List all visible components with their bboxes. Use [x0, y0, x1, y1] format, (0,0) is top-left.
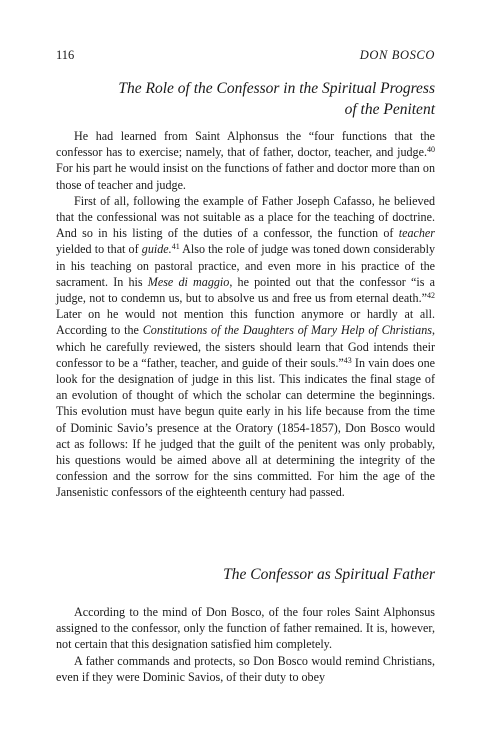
footnote-ref-42: 42	[427, 291, 435, 301]
paragraph-3: According to the mind of Don Bosco, of the four roles Saint Alphonsus assigned to the confessor, only the function of father remained. It is, however, not certain that this designation satisfied him completely.	[56, 605, 435, 652]
subsection-body	[56, 604, 435, 685]
section-title	[75, 78, 435, 120]
paragraph-1	[56, 128, 435, 193]
italic-title: Mese di maggio	[147, 274, 230, 289]
running-header: DON BOSCO	[359, 48, 435, 62]
text-run: In vain does one look for the designation of judge in this list. This indicates the final stage of an evolution of thought of which the scholar can determine the beginnings. This evolution must have begun quite early in his life because from the time of Dominic Savio’s presence at the Oratory (1854-1857), Don Bosco would act as follows: If he judged that the guilt of the penitent was only probably, his questions would be aimed above all at determining the integrity of the confession and the sorrow for the sins committed. For him the age of the Jansenistic confessors of the eighteenth century had passed.	[56, 355, 436, 500]
footnote-ref-40: 40	[427, 145, 435, 155]
text-run: First of all, following the example of Father Joseph Cafasso, he believed that the confessional was not suitable as a place for the teaching of doctrine. And so in his listing of the duties of a confessor, the function of	[56, 193, 435, 241]
footnote-ref-41: 41	[171, 242, 180, 252]
italic-title: Constitutions of the Daughters of Mary Help of Christians	[142, 323, 432, 338]
text-run: , which he carefully reviewed, the sisters should learn that God intends their confessor to be a “father, teacher, and guide of their souls.”	[56, 323, 436, 370]
text-run: Also the role of judge was toned down considerably in his teaching on pastoral practice, and even more in his practice of the sacrament. In his	[56, 242, 435, 289]
paragraph-2	[56, 193, 435, 501]
page-number: 116	[56, 48, 75, 62]
text-run: Later on he would not mention this function anymore or hardly at all. According to the	[56, 307, 435, 338]
text-run: yielded to that of	[56, 242, 142, 257]
section-title-line-2: of the Penitent	[344, 101, 435, 118]
footnote-ref-43: 43	[343, 355, 352, 365]
text-run: He had learned from Saint Alphonsus the “four functions that the confessor has to exercise; namely, that of father, doctor, teacher, and judge.	[56, 129, 435, 160]
text-run: , he pointed out that the confessor “is a judge, not to condemn us, but to absolve us and free us from eternal death.”	[56, 274, 435, 306]
section-body	[56, 128, 435, 501]
text-run: For his part he would insist on the functions of father and doctor more than on those of teacher and judge.	[56, 161, 435, 192]
paragraph-4: A father commands and protects, so Don Bosco would remind Christians, even if they were Dominic Savios, of their duty to obey	[56, 653, 435, 684]
subsection-title: The Confessor as Spiritual Father	[223, 566, 435, 583]
italic-term: guide.	[141, 242, 172, 257]
italic-term: teacher	[398, 226, 435, 241]
section-title-line-1: The Role of the Confessor in the Spiritual Progress	[118, 80, 435, 97]
